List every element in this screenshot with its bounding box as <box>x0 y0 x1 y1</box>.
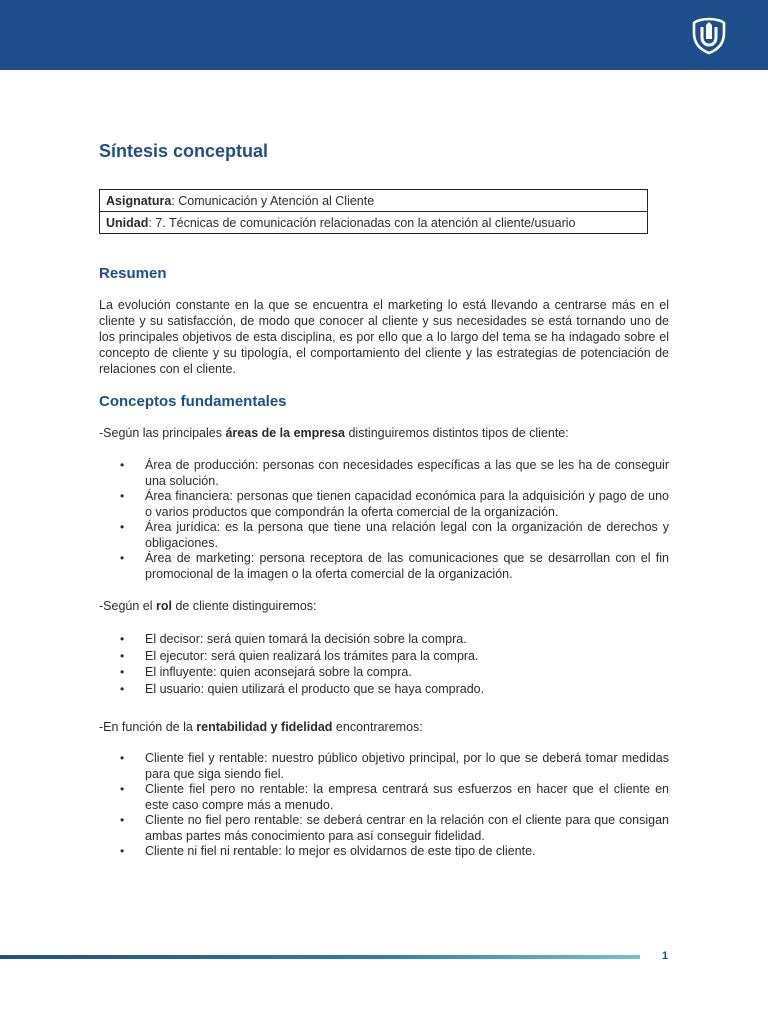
list-item-text: Área jurídica: es la persona que tiene una relación legal con la organización de derechos y obligaciones. <box>145 520 669 550</box>
unit-value: : 7. Técnicas de comunicación relacionadas con la atención al cliente/usuario <box>148 215 576 230</box>
list-item <box>99 813 669 844</box>
list-item-text: Cliente ni fiel ni rentable: lo mejor es olvidarnos de este tipo de cliente. <box>145 844 536 858</box>
resumen-heading: Resumen <box>99 265 167 282</box>
list-item <box>99 520 669 551</box>
bullet-icon: • <box>120 681 125 696</box>
rol-intro-text-end: de cliente distinguiremos: <box>171 599 317 613</box>
bullet-icon: • <box>120 751 125 765</box>
rol-list <box>99 631 669 697</box>
page-title: Síntesis conceptual <box>99 141 269 161</box>
list-item <box>99 664 669 681</box>
list-item-text: El influyente: quien aconsejará sobre la compra. <box>145 665 412 679</box>
bullet-icon: • <box>120 489 125 503</box>
list-item-text: El decisor: será quien tomará la decisión sobre la compra. <box>145 632 467 646</box>
conceptos-heading: Conceptos fundamentales <box>99 393 287 410</box>
bullet-icon: • <box>120 458 125 472</box>
list-item <box>99 844 669 860</box>
list-item <box>99 681 669 698</box>
list-item <box>99 751 669 782</box>
page-number: 1 <box>662 950 669 962</box>
list-item <box>99 631 669 648</box>
rentabilidad-intro-text: -En función de la <box>99 720 197 734</box>
list-item <box>99 458 669 489</box>
areas-intro-text-end: distinguiremos distintos tipos de cliente: <box>345 426 569 440</box>
rentabilidad-intro-bold: rentabilidad y fidelidad <box>196 720 333 734</box>
bullet-icon: • <box>120 665 125 679</box>
bullet-icon: • <box>120 844 125 858</box>
shield-logo-icon <box>692 17 726 55</box>
list-item-text: Cliente fiel pero no rentable: la empresa centrará sus esfuerzos en hacer que el cliente en este caso compre más a menudo. <box>145 782 669 812</box>
subject-cell <box>100 190 648 212</box>
resumen-text: La evolución constante en la que se encuentra el marketing lo está llevando a centrarse más en el cliente y su satisfacción, de modo que conocer al cliente y sus necesidades se está tornando uno de los principales objetivos de esta disciplina, es por ello que a lo largo del tema se ha indagado sobre el concepto de cliente y su tipología, el comportamiento del cliente y las estrategias de potenciación de relaciones con el cliente. <box>99 298 669 376</box>
list-item-text: Área de marketing: persona receptora de las comunicaciones que se desarrollan con el fin promocional de la imagen o la oferta comercial de la organización. <box>145 551 669 581</box>
rentabilidad-intro <box>99 719 669 735</box>
list-item <box>99 648 669 665</box>
subject-row <box>100 190 648 212</box>
subject-info-table <box>99 189 648 234</box>
areas-intro-bold: áreas de la empresa <box>225 426 345 440</box>
list-item-text: Área financiera: personas que tienen capacidad económica para la adquisición y pago de uno o varios productos que compondrán la oferta comercial de la organización. <box>145 489 669 519</box>
header-bar <box>0 0 768 70</box>
list-item-text: El usuario: quien utilizará el producto que se haya comprado. <box>145 681 485 696</box>
list-item-text: Cliente no fiel pero rentable: se deberá centrar en la relación con el cliente para que consigan ambas partes más conocimiento para así conseguir fidelidad. <box>145 813 669 843</box>
list-item-text: Área de producción: personas con necesidades específicas a las que se les ha de conseguir una solución. <box>145 458 669 488</box>
bullet-icon: • <box>120 782 125 796</box>
areas-list <box>99 458 669 582</box>
unit-cell <box>100 212 648 234</box>
rol-intro <box>99 598 669 614</box>
bullet-icon: • <box>120 551 125 565</box>
unit-label: Unidad <box>106 215 149 230</box>
rentabilidad-list <box>99 751 669 860</box>
unit-row <box>100 212 648 234</box>
areas-intro-text: -Según las principales <box>99 426 226 440</box>
rentabilidad-intro-text-end: encontraremos: <box>332 720 423 734</box>
subject-label: Asignatura <box>106 193 172 208</box>
bullet-icon: • <box>120 648 125 663</box>
list-item-text: Cliente fiel y rentable: nuestro público objetivo principal, por lo que se deberá tomar medidas para que siga siendo fiel. <box>145 751 669 781</box>
rol-intro-bold: rol <box>155 599 172 613</box>
list-item <box>99 782 669 813</box>
footer-divider <box>0 955 640 959</box>
list-item <box>99 551 669 582</box>
areas-intro <box>99 425 669 441</box>
rol-intro-text: -Según el <box>99 599 156 613</box>
bullet-icon: • <box>120 632 125 646</box>
list-item <box>99 489 669 520</box>
bullet-icon: • <box>120 520 125 534</box>
subject-value: : Comunicación y Atención al Cliente <box>171 193 375 208</box>
list-item-text: El ejecutor: será quien realizará los trámites para la compra. <box>145 648 479 663</box>
bullet-icon: • <box>120 813 125 827</box>
